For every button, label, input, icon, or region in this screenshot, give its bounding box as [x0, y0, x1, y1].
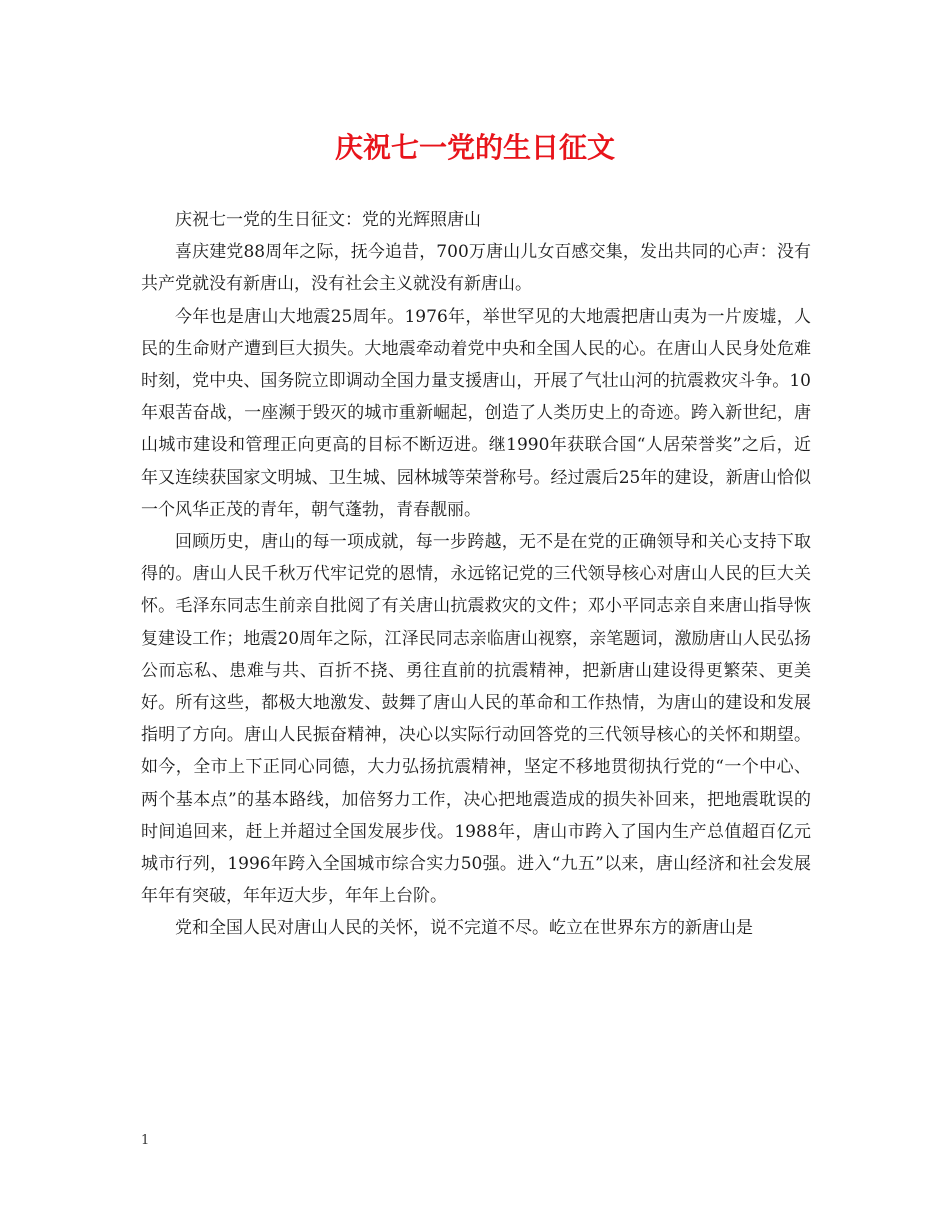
- body-paragraph: 回顾历史，唐山的每一项成就，每一步跨越，无不是在党的正确领导和关心支持下取得的。唐山人民千秋万代牢记党的恩情，永远铭记党的三代领导核心对唐山人民的巨大关怀。毛泽东同志生前亲自批阅了有关唐山抗震救灾的文件；邓小平同志亲自来唐山指导恢复建设工作；地震20周年之际，江泽民同志亲临唐山视察，亲笔题词，激励唐山人民弘扬公而忘私、患难与共、百折不挠、勇往直前的抗震精神，把新唐山建设得更繁荣、更美好。所有这些，都极大地激发、鼓舞了唐山人民的革命和工作热情，为唐山的建设和发展指明了方向。唐山人民振奋精神，决心以实际行动回答党的三代领导核心的关怀和期望。如今，全市上下正同心同德，大力弘扬抗震精神，坚定不移地贯彻执行党的“一个中心、两个基本点”的基本路线，加倍努力工作，决心把地震造成的损失补回来，把地震耽误的时间追回来，赶上并超过全国发展步伐。1988年，唐山市跨入了国内生产总值超百亿元城市行列，1996年跨入全国城市综合实力50强。进入“九五”以来，唐山经济和社会发展年年有突破，年年迈大步，年年上台阶。: [141, 532, 811, 907]
- body-paragraph: 党和全国人民对唐山人民的关怀，说不完道不尽。屹立在世界东方的新唐山是: [175, 918, 753, 939]
- page-number: 1: [141, 1133, 150, 1148]
- document-body: [141, 204, 811, 945]
- document-title: 庆祝七一党的生日征文: [334, 131, 615, 164]
- body-paragraph: 今年也是唐山大地震25周年。1976年，举世罕见的大地震把唐山夷为一片废墟，人民的生命财产遭到巨大损失。大地震牵动着党中央和全国人民的心。在唐山人民身处危难时刻，党中央、国务院立即调动全国力量支援唐山，开展了气壮山河的抗震救灾斗争。10年艰苦奋战，一座濒于毁灭的城市重新崛起，创造了人类历史上的奇迹。跨入新世纪，唐山城市建设和管理正向更高的目标不断迈进。继1990年获联合国“人居荣誉奖”之后，近年又连续获国家文明城、卫生城、园林城等荣誉称号。经过震后25年的建设，新唐山恰似一个风华正茂的青年，朝气蓬勃，青春靓丽。: [141, 306, 811, 520]
- body-paragraph: 喜庆建党88周年之际，抚今追昔，700万唐山儿女百感交集，发出共同的心声：没有共产党就没有新唐山，没有社会主义就没有新唐山。: [141, 242, 811, 295]
- subtitle-paragraph: 庆祝七一党的生日征文：党的光辉照唐山: [175, 210, 481, 230]
